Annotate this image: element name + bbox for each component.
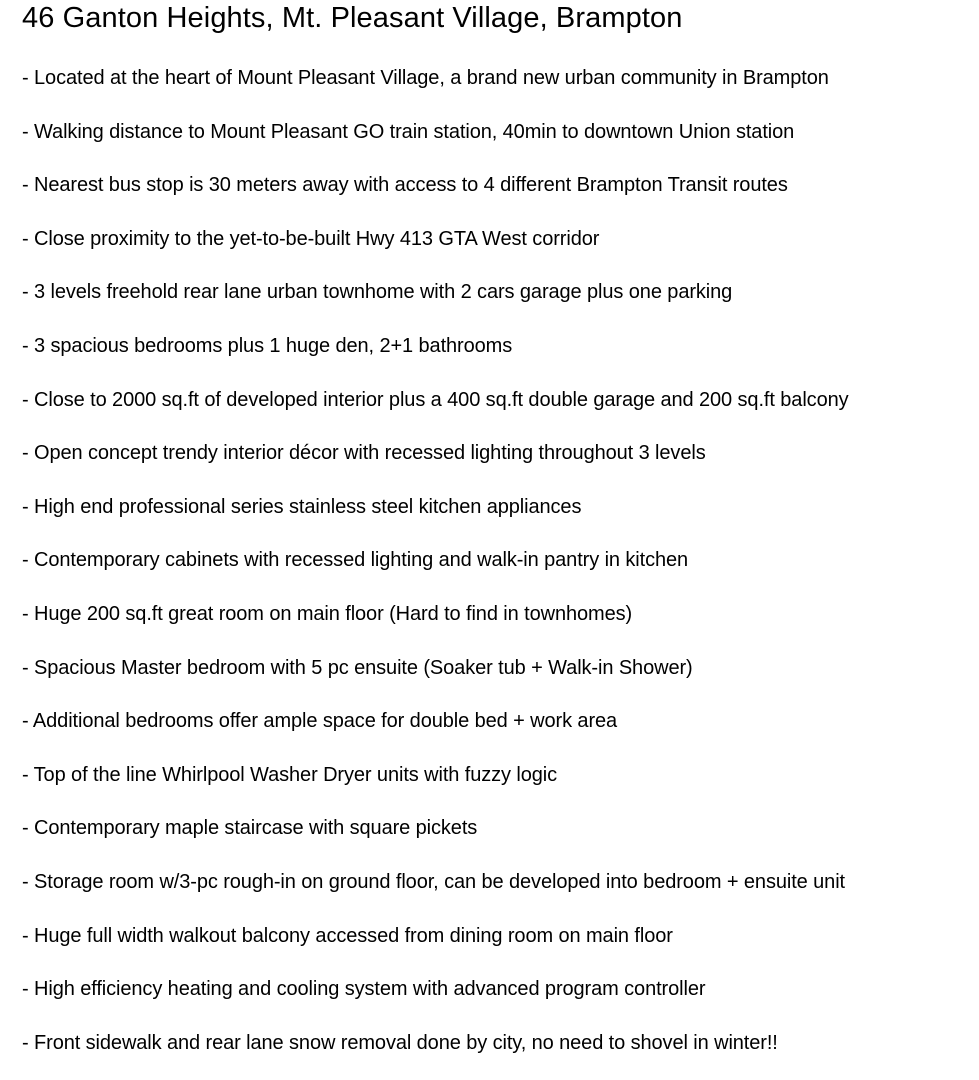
list-item: - 3 spacious bedrooms plus 1 huge den, 2+1 bathrooms [22, 334, 513, 357]
list-item: - Located at the heart of Mount Pleasant Village, a brand new urban community in Brampton [22, 67, 829, 89]
list-item: - Open concept trendy interior décor with recessed lighting throughout 3 levels [22, 442, 706, 465]
list-item: - 3 levels freehold rear lane urban townhome with 2 cars garage plus one parking [22, 281, 733, 304]
list-item: - Huge full width walkout balcony accessed from dining room on main floor [22, 924, 673, 947]
list-item: - Spacious Master bedroom with 5 pc ensuite (Soaker tub + Walk-in Shower) [22, 656, 693, 679]
list-item: - High end professional series stainless steel kitchen appliances [22, 495, 582, 518]
list-item: - Close to 2000 sq.ft of developed interior plus a 400 sq.ft double garage and 200 sq.ft balcony [22, 388, 849, 411]
list-item: - High efficiency heating and cooling system with advanced program controller [22, 978, 706, 1001]
feature-list [22, 62, 972, 1080]
list-item: - Nearest bus stop is 30 meters away with access to 4 different Brampton Transit routes [22, 174, 788, 197]
list-item: - Additional bedrooms offer ample space for double bed + work area [22, 710, 618, 733]
list-item: - Huge 200 sq.ft great room on main floor (Hard to find in townhomes) [22, 602, 633, 625]
list-item: - Front sidewalk and rear lane snow removal done by city, no need to shovel in winter!! [22, 1031, 778, 1054]
list-item: - Top of the line Whirlpool Washer Dryer units with fuzzy logic [22, 763, 558, 786]
document-title: 46 Ganton Heights, Mt. Pleasant Village, Brampton [22, 2, 683, 34]
list-item: - Walking distance to Mount Pleasant GO train station, 40min to downtown Union station [22, 120, 795, 143]
list-item: - Storage room w/3-pc rough-in on ground floor, can be developed into bedroom + ensuite unit [22, 870, 845, 893]
list-item: - Contemporary maple staircase with square pickets [22, 817, 478, 840]
list-item: - Close proximity to the yet-to-be-built Hwy 413 GTA West corridor [22, 227, 600, 250]
list-item: - Contemporary cabinets with recessed lighting and walk-in pantry in kitchen [22, 549, 689, 572]
